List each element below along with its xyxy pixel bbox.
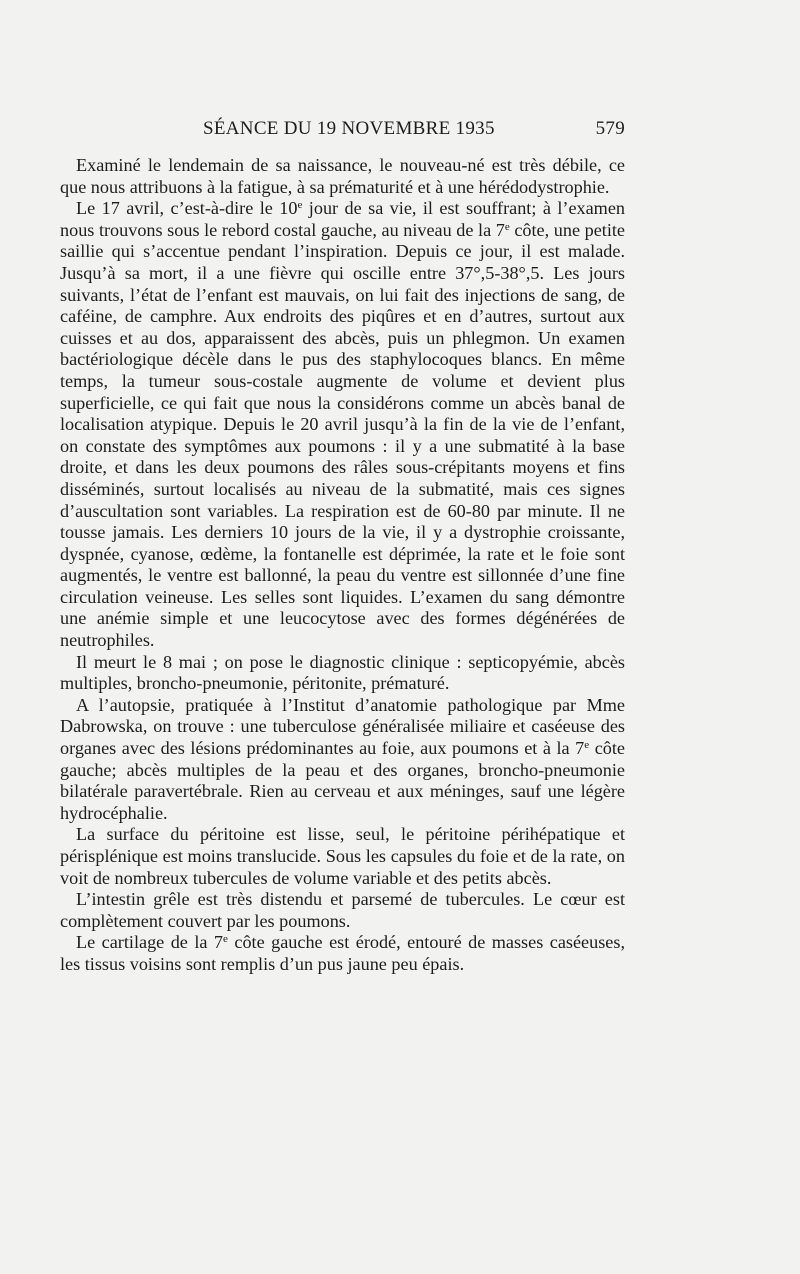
paragraph-text: Le cartilage de la 7 — [76, 932, 224, 953]
superscript: e — [297, 199, 303, 212]
paragraph-text: La surface du péritoine est lisse, seul, le péritoine périhépatique et périsplénique est moins translucide. Sous les capsules du foie et de la rate, on voit de nombreux tubercules de volume variable et des petits abcès. — [60, 824, 625, 888]
page-number: 579 — [595, 118, 625, 139]
paragraph-1 — [60, 155, 625, 198]
paragraph-7 — [60, 932, 625, 975]
paragraph-4 — [60, 695, 625, 825]
paragraph-6 — [60, 889, 625, 932]
paragraph-text: Examiné le lendemain de sa naissance, le nouveau-né est très débile, ce que nous attribuons à la fatigue, à sa prématurité et à une hérédodystrophie. — [60, 155, 625, 197]
paragraph-text: Le 17 avril, c’est-à-dire le 10 — [76, 198, 298, 219]
running-title: SÉANCE DU 19 NOVEMBRE 1935 — [203, 118, 495, 139]
body-text — [60, 155, 625, 976]
paragraph-text: L’intestin grêle est très distendu et parsemé de tubercules. Le cœur est complètement couvert par les poumons. — [60, 889, 625, 931]
superscript: e — [584, 739, 590, 752]
paragraph-2 — [60, 198, 625, 651]
paragraph-text: jour de sa vie, il est souffrant; à l’examen nous trouvons sous le rebord costal gauche, au niveau de la 7 — [60, 198, 625, 240]
paragraph-text: côte, une petite saillie qui s’accentue pendant l’inspiration. Depuis ce jour, il est malade. Jusqu’à sa mort, il a une fièvre qui oscille entre 37°,5-38°,5. Les jours suivants, l’état de l’enfant est mauvais, on lui fait des injections de sang, de caféine, de camphre. Aux endroits des piqûres et en d’autres, surtout aux cuisses et au dos, apparaissent des abcès, puis un phlegmon. Un examen bactériologique décèle dans le pus des staphylocoques blancs. En même temps, la tumeur sous-costale augmente de volume et devient plus superficielle, ce qui fait que nous la considérons comme un abcès banal de localisation atypique. Depuis le 20 avril jusqu’à la fin de la vie de l’enfant, on constate des symptômes aux poumons : il y a une submatité à la base droite, et dans les deux poumons des râles sous-crépitants moyens et fins disséminés, surtout localisés au niveau de la submatité, mais ces signes d’auscultation sont variables. La respiration est de 60-80 par minute. Il ne tousse jamais. Les derniers 10 jours de la vie, il y a dystrophie croissante, dyspnée, cyanose, œdème, la fontanelle est déprimée, la rate et le foie sont augmentés, le ventre est ballonné, la peau du ventre est sillonnée d’une fine circulation veineuse. Les selles sont liquides. L’examen du sang démontre une anémie simple et une leucocytose avec des formes dégénérées de neutrophiles. — [60, 219, 625, 651]
paragraph-text: A l’autopsie, pratiquée à l’Institut d’anatomie pathologique par Mme Dabrowska, on trouve : une tuberculose généralisée miliaire et caséeuse des organes avec des lésions prédominantes au foie, aux poumons et à la 7 — [60, 694, 625, 759]
paragraph-3 — [60, 652, 625, 695]
paragraph-text: Il meurt le 8 mai ; on pose le diagnostic clinique : septicopyémie, abcès multiples, broncho-pneumonie, péritonite, prématuré. — [60, 651, 625, 694]
superscript: e — [504, 220, 510, 233]
page-header — [60, 118, 625, 142]
paragraph-5 — [60, 824, 625, 889]
paragraph-text: côte gauche; abcès multiples de la peau et des organes, broncho-pneumonie bilatérale paravertébrale. Rien au cerveau et aux méninges, sauf une légère hydrocéphalie. — [60, 738, 625, 823]
paragraph-text: côte gauche est érodé, entouré de masses caséeuses, les tissus voisins sont remplis d’un pus jaune peu épais. — [60, 932, 625, 974]
superscript: e — [223, 933, 228, 946]
